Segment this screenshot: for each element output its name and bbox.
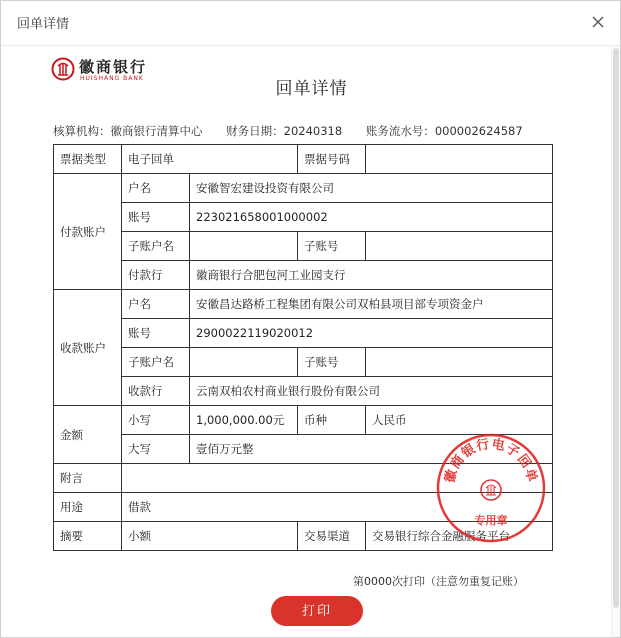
amount-section-label: 金额 xyxy=(54,406,122,464)
print-count-note: 第0000次打印（注意勿重复记账） xyxy=(353,575,524,588)
channel-value: 交易银行综合金融服务平台 xyxy=(366,522,553,551)
payer-section-label: 付款账户 xyxy=(54,174,122,290)
payer-bank-value: 徽商银行合肥包河工业园支行 xyxy=(190,261,553,290)
payee-section-label: 收款账户 xyxy=(54,290,122,406)
ticket-no-label: 票据号码 xyxy=(298,145,366,174)
close-icon-graphic xyxy=(590,14,606,30)
payer-sub-name-label: 子账户名 xyxy=(122,232,190,261)
stamp-arc-text: 徽商银行电子回单 xyxy=(442,436,540,485)
table-row xyxy=(54,174,553,203)
table-row xyxy=(54,348,553,377)
postscript-label: 附言 xyxy=(54,464,122,493)
payer-bank-label: 付款行 xyxy=(122,261,190,290)
table-row xyxy=(54,290,553,319)
table-row xyxy=(54,145,553,174)
payee-sub-no-value xyxy=(366,348,553,377)
ticket-type-value: 电子回单 xyxy=(122,145,298,174)
payee-sub-no-label: 子账号 xyxy=(298,348,366,377)
table-row xyxy=(54,493,553,522)
payer-account-value: 223021658001000002 xyxy=(190,203,553,232)
summary-value: 小额 xyxy=(122,522,298,551)
payee-account-value: 2900022119020012 xyxy=(190,319,553,348)
receipt-meta xyxy=(53,123,543,139)
ticket-type-label: 票据类型 xyxy=(54,145,122,174)
dialog-header xyxy=(1,1,620,46)
summary-label: 摘要 xyxy=(54,522,122,551)
table-row xyxy=(54,464,553,493)
table-row xyxy=(54,377,553,406)
payer-sub-no-value xyxy=(366,232,553,261)
receipt-title: 回单详情 xyxy=(275,79,348,99)
payer-account-label: 账号 xyxy=(122,203,190,232)
amount-big-label: 大写 xyxy=(122,435,190,464)
table-row xyxy=(54,522,553,551)
bank-name: 徽商银行 xyxy=(79,58,148,76)
meta-institution: 核算机构：徽商银行清算中心 xyxy=(53,124,203,138)
bank-name-en: HUISHANG BANK xyxy=(80,75,144,82)
payer-name-label: 户名 xyxy=(122,174,190,203)
usage-value: 借款 xyxy=(122,493,553,522)
print-button[interactable]: 打印 xyxy=(271,596,363,626)
table-row xyxy=(54,435,553,464)
payee-sub-name-label: 子账户名 xyxy=(122,348,190,377)
payee-bank-value: 云南双柏农村商业银行股份有限公司 xyxy=(190,377,553,406)
payer-sub-name-value xyxy=(190,232,298,261)
dialog-body xyxy=(1,46,620,637)
table-row xyxy=(54,319,553,348)
table-row xyxy=(54,203,553,232)
amount-small-label: 小写 xyxy=(122,406,190,435)
receipt-table xyxy=(53,144,553,551)
currency-label: 币种 xyxy=(298,406,366,435)
payer-name-value: 安徽智宏建设投资有限公司 xyxy=(190,174,553,203)
ticket-no-value xyxy=(366,145,553,174)
payer-sub-no-label: 子账号 xyxy=(298,232,366,261)
amount-big-value: 壹佰万元整 xyxy=(190,435,553,464)
currency-value: 人民币 xyxy=(366,406,553,435)
postscript-value xyxy=(122,464,553,493)
table-row xyxy=(54,261,553,290)
payee-name-label: 户名 xyxy=(122,290,190,319)
close-icon[interactable] xyxy=(590,14,606,30)
meta-account-date: 财务日期：20240318 xyxy=(226,124,343,138)
channel-label: 交易渠道 xyxy=(298,522,366,551)
amount-small-value: 1,000,000.00元 xyxy=(190,406,298,435)
dialog-title: 回单详情 xyxy=(17,17,70,32)
table-row xyxy=(54,232,553,261)
scrollbar-thumb[interactable] xyxy=(613,48,619,608)
scrollbar[interactable] xyxy=(611,46,620,637)
payee-account-label: 账号 xyxy=(122,319,190,348)
payee-sub-name-value xyxy=(190,348,298,377)
meta-serial-no: 账务流水号：000002624587 xyxy=(365,124,523,138)
payee-bank-label: 收款行 xyxy=(122,377,190,406)
payee-name-value: 安徽昌达路桥工程集团有限公司双柏县项目部专项资金户 xyxy=(190,290,553,319)
usage-label: 用途 xyxy=(54,493,122,522)
stamp-bottom-text: 专用章 xyxy=(474,514,508,527)
table-row xyxy=(54,406,553,435)
